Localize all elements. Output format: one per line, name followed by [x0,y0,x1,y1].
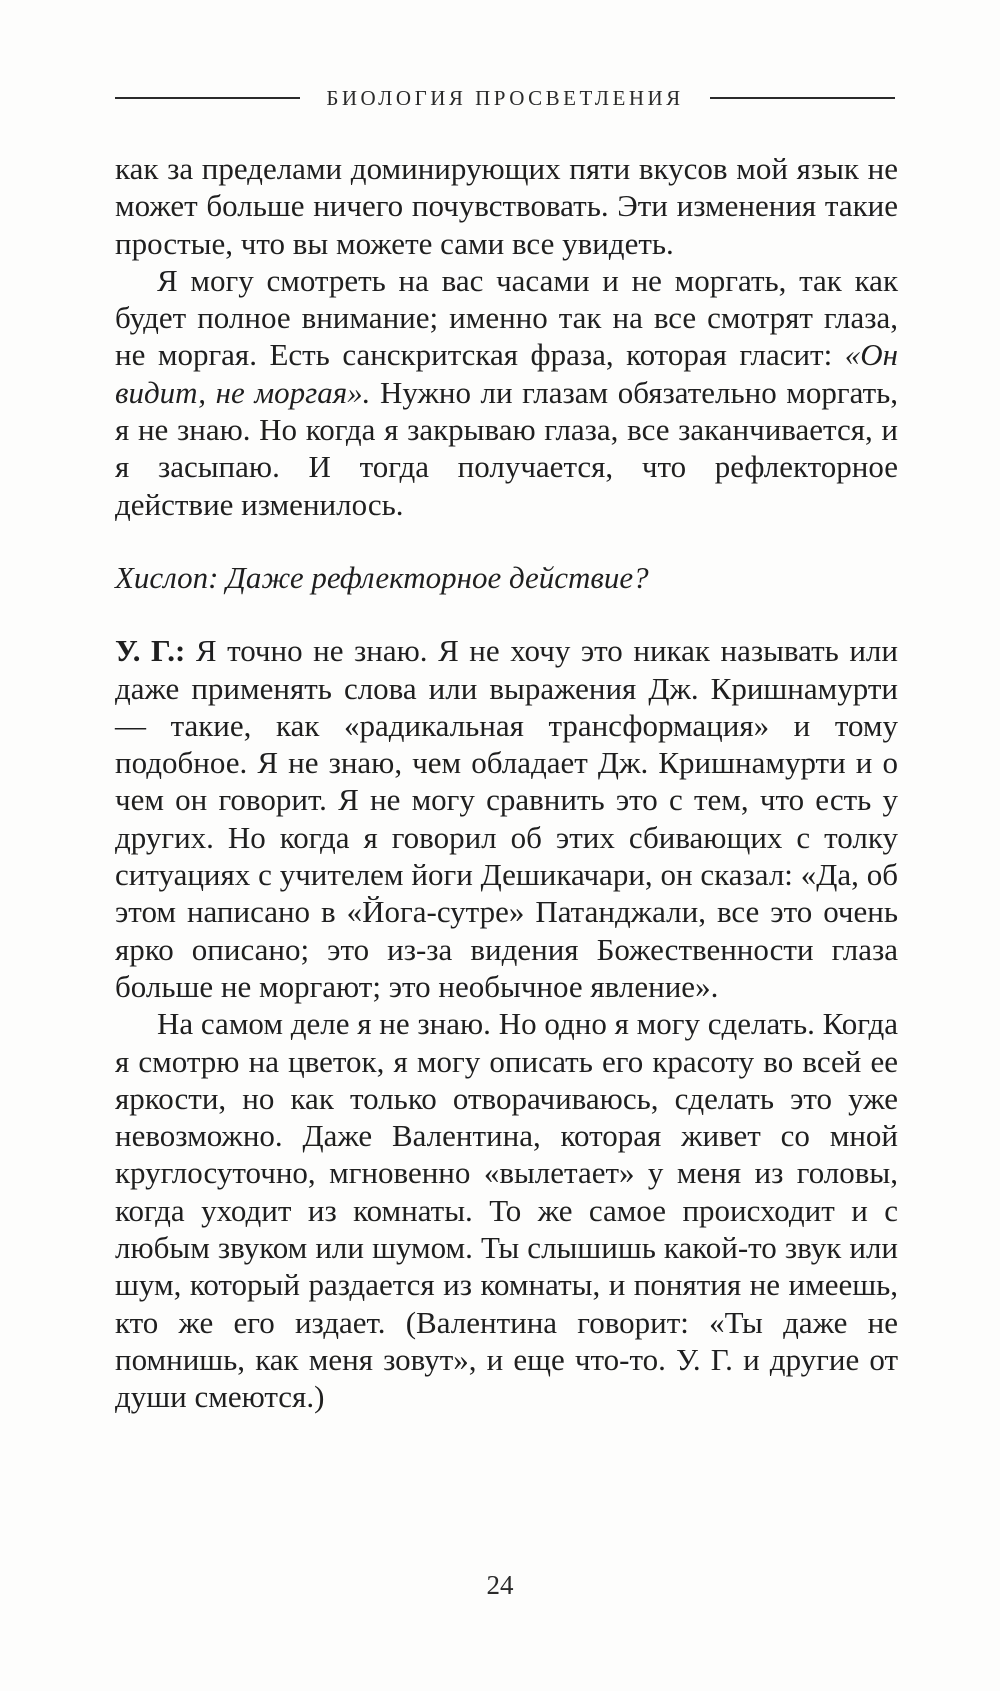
paragraph-flower: На самом деле я не знаю. Но одно я могу сделать. Когда я смотрю на цветок, я могу описать его красоту во всей ее яркости, но как только отворачиваюсь, сделать это уже невозможно. Даже Валентина, которая живет со мной круглосуточно, мгновенно «вылетает» у меня из головы, когда уходит из комнаты. То же самое происходит и с любым звуком или шумом. Ты слышишь какой-то звук или шум, который раздается из комнаты, и понятия не имеешь, кто же его издает. (Валентина говорит: «Ты даже не помнишь, как меня зовут», и еще что-то. У. Г. и другие от души смеются.) [115,1006,898,1415]
running-header-title: БИОЛОГИЯ ПРОСВЕТЛЕНИЯ [326,85,684,110]
paragraph-blinking-start: Я могу смотреть на вас часами и не моргать, так как будет полное внимание; именно так на все смотрят глаза, не моргая. Есть санскритская фраза, которая гласит: [115,262,898,373]
running-header [115,78,895,118]
body-text [115,150,898,1416]
speaker-label: У. Г.: [115,633,186,669]
interviewer-question: Хислоп: Даже рефлекторное действие? [115,559,649,595]
page-number: 24 [486,1570,514,1600]
sanskrit-phrase-quote: «Он видит, не моргая». [115,337,898,410]
header-rule-left [115,97,300,99]
header-rule-right [710,97,895,99]
paragraph-blinking [115,262,898,523]
paragraph-continuation: как за пределами доминирующих пяти вкусов мой язык не может больше ничего почувствовать. Эти изменения такие простые, что вы можете сами все увидеть. [115,151,898,261]
speaker-answer-text: Я точно не знаю. Я не хочу это никак называть или даже применять слова или выражения Дж. Кришнамурти — такие, как «радикальная трансформация» и тому подобное. Я не знаю, чем обладает Дж. Кришнамурти и о чем он говорит. Я не могу сравнить это с тем, что есть у других. Но когда я говорил об этих сбивающих с толку ситуациях с учителем йоги Дешикачари, он сказал: «Да, об этом написано в «Йога-сутре» Патанджали, все это очень ярко описано; это из-за видения Божественности глаза больше не моргают; это необычное явление». [115,633,898,1004]
speaker-answer [115,632,898,1005]
paragraph-blinking-end: Нужно ли глазам обязательно моргать, я не знаю. Но когда я закрываю глаза, все заканчивается, и я засыпаю. И тогда получается, что рефлекторное действие изменилось. [115,374,898,522]
